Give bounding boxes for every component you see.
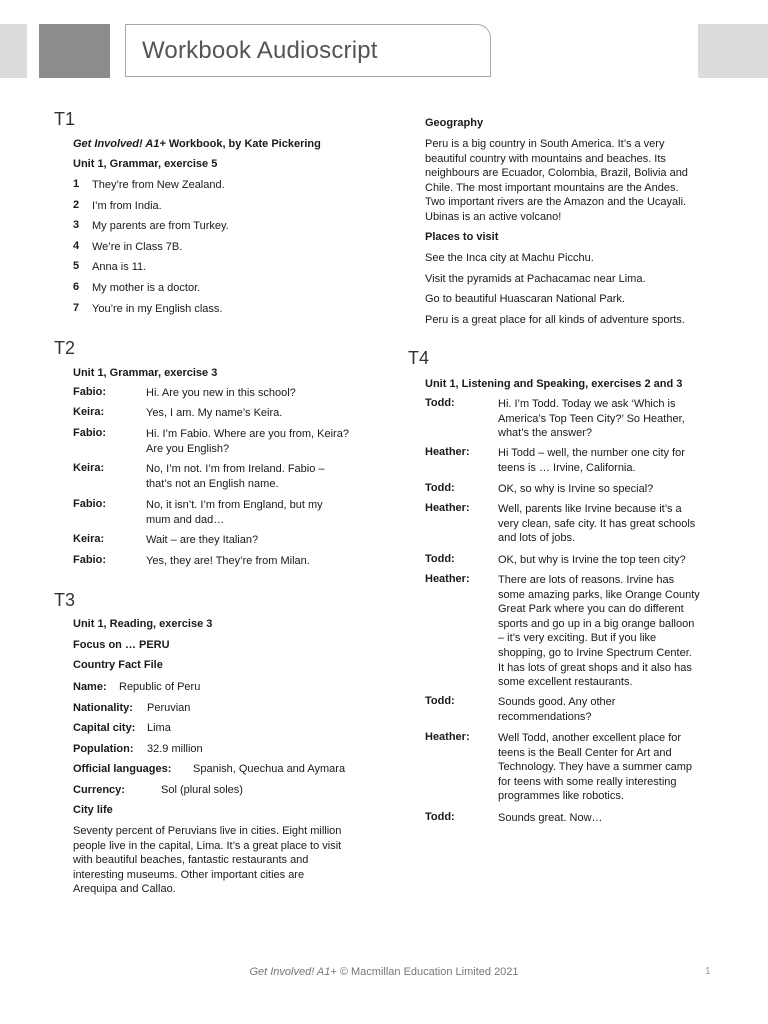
t4-subheading: Unit 1, Listening and Speaking, exercises 2 and 3	[425, 378, 683, 390]
t2-speaker: Fabio:	[73, 386, 106, 398]
t2-speaker: Fabio:	[73, 427, 106, 439]
t4-speaker: Todd:	[425, 695, 455, 707]
t3-fact-label: Nationality:	[73, 701, 133, 714]
t2-speech-line: Yes, I am. My name’s Keira.	[146, 407, 283, 419]
t3-places-heading: Places to visit	[425, 231, 499, 243]
t3-place-item: Peru is a great place for all kinds of adventure sports.	[425, 313, 685, 326]
t4-speech-line: what’s the answer?	[498, 427, 592, 440]
t2-speech-line: No, I’m not. I’m from Ireland. Fabio –	[146, 463, 325, 475]
header-tab-left	[0, 24, 27, 78]
t4-speaker: Todd:	[425, 397, 455, 409]
t4-speaker: Todd:	[425, 482, 455, 494]
t3-fact-label: Name:	[73, 681, 107, 693]
t3-fact-label: Official languages:	[73, 763, 172, 776]
t1-item-text: My mother is a doctor.	[92, 282, 201, 294]
t4-speech-line: There are lots of reasons. Irvine has	[498, 574, 675, 586]
t3-fact-value: Peruvian	[147, 701, 191, 714]
t2-speaker: Fabio:	[73, 498, 106, 510]
t3-city-life-line: interesting museums. Other important cities are	[73, 868, 305, 881]
t4-speech-line: shopping, go to Irvine Spectrum Center.	[498, 647, 692, 659]
t4-speaker: Heather:	[425, 573, 470, 585]
t4-speech-line: some amazing parks, like Orange County	[498, 588, 700, 601]
footer-copyright: © Macmillan Education Limited 2021	[336, 966, 519, 978]
t3-city-life-line: with beautiful beaches, fantastic restaurants and	[73, 854, 309, 867]
t2-speech-line: Yes, they are! They’re from Milan.	[146, 555, 310, 567]
section-label-t3: T3	[54, 590, 76, 610]
section-label-t4: T4	[408, 348, 430, 368]
t1-item-text: My parents are from Turkey.	[92, 220, 229, 233]
t4-speaker: Todd:	[425, 811, 455, 823]
t3-fact-value: Lima	[147, 722, 171, 735]
t4-speech-line: Well, parents like Irvine because it’s a	[498, 503, 682, 515]
header-tab-right	[698, 24, 768, 78]
t4-speech-line: some excellent restaurants.	[498, 676, 633, 689]
t1-item-number: 3	[73, 219, 80, 232]
t3-city-life-heading: City life	[73, 804, 113, 816]
t3-subheading: Unit 1, Reading, exercise 3	[73, 618, 213, 630]
t3-city-life-line: Seventy percent of Peruvians live in cities. Eight million	[73, 825, 342, 837]
title-box	[125, 24, 491, 77]
t4-speech-line: Sounds good. Any other	[498, 696, 616, 708]
book-title: Get Involved! A1+	[73, 138, 166, 150]
t2-speech-line: Hi. I’m Fabio. Where are you from, Keira?	[146, 428, 349, 440]
t4-speech-line: Hi. I’m Todd. Today we ask ‘Which is	[498, 398, 676, 410]
t2-speaker: Fabio:	[73, 554, 106, 566]
page-title: Workbook Audioscript	[142, 37, 378, 64]
t4-speech-line: and lots of jobs.	[498, 532, 576, 545]
t1-item-text: You’re in my English class.	[92, 302, 223, 315]
t2-speech-line: mum and dad…	[146, 513, 225, 526]
section-label-t2: T2	[54, 338, 76, 358]
t3-fact-label: Currency:	[73, 784, 125, 796]
t3-geography-line: Ubinas is an active volcano!	[425, 211, 562, 223]
t4-speech-line: recommendations?	[498, 710, 592, 723]
t4-speech-line: OK, but why is Irvine the top teen city?	[498, 554, 686, 566]
t3-geography-line: beautiful country with mountains and beaches. Its	[425, 152, 666, 165]
t2-speech-line: Hi. Are you new in this school?	[146, 387, 296, 399]
t1-item-number: 4	[73, 239, 80, 252]
t2-speaker: Keira:	[73, 462, 105, 474]
section-label-t1: T1	[54, 109, 76, 129]
t1-subheading: Unit 1, Grammar, exercise 5	[73, 158, 218, 170]
t3-fact-value: Republic of Peru	[119, 681, 201, 693]
t1-item-number: 5	[73, 260, 80, 273]
t3-place-item: See the Inca city at Machu Picchu.	[425, 252, 594, 264]
t4-speaker: Heather:	[425, 446, 470, 458]
book-author: Workbook, by Kate Pickering	[165, 138, 321, 150]
t4-speech-line: Well Todd, another excellent place for	[498, 732, 682, 744]
t4-speech-line: America’s Top Teen City?’ So Heather,	[498, 412, 685, 425]
t3-place-item: Visit the pyramids at Pachacamac near Lima.	[425, 272, 646, 285]
t2-speech-line: Are you English?	[146, 442, 230, 455]
t3-fact-value: 32.9 million	[147, 742, 203, 755]
t3-fact-value: Sol (plural soles)	[161, 784, 243, 796]
t3-fact-label: Capital city:	[73, 722, 136, 735]
t3-fact-file: Country Fact File	[73, 659, 163, 671]
t4-speaker: Heather:	[425, 502, 470, 514]
t4-speech-line: It has lots of great shops and it also has	[498, 661, 692, 674]
t2-subheading: Unit 1, Grammar, exercise 3	[73, 367, 218, 379]
t4-speech-line: – it’s very exciting. But if you like	[498, 632, 657, 645]
t4-speech-line: Technology. They have a summer camp	[498, 761, 693, 774]
t3-geography-line: neighbours are Ecuador, Colombia, Brazil, Bolivia and	[425, 167, 688, 180]
footer	[0, 966, 768, 978]
t3-geography-heading: Geography	[425, 117, 484, 129]
t2-speaker: Keira:	[73, 406, 105, 418]
t2-speech-line: Wait – are they Italian?	[146, 534, 259, 546]
t1-item-number: 7	[73, 301, 80, 314]
t3-place-item: Go to beautiful Huascaran National Park.	[425, 293, 625, 306]
t3-fact-value: Spanish, Quechua and Aymara	[193, 763, 346, 776]
t1-item-number: 2	[73, 198, 80, 211]
t4-speech-line: Great Park where you can do different	[498, 603, 684, 616]
t4-speech-line: OK, so why is Irvine so special?	[498, 483, 654, 495]
t3-focus: Focus on … PERU	[73, 639, 170, 651]
book-title-line	[73, 137, 321, 152]
t4-speech-line: Sounds great. Now…	[498, 812, 603, 824]
t4-speaker: Heather:	[425, 731, 470, 743]
t1-item-number: 1	[73, 178, 80, 190]
t1-item-number: 6	[73, 281, 80, 293]
t4-speech-line: sports and go up in a big orange balloon	[498, 617, 695, 630]
t1-item-text: Anna is 11.	[92, 261, 147, 274]
t4-speech-line: Hi Todd – well, the number one city for	[498, 447, 685, 459]
t4-speech-line: teens is … Irvine, California.	[498, 461, 636, 474]
t1-item-text: I’m from India.	[92, 199, 162, 212]
footer-book-title: Get Involved! A1+	[249, 966, 337, 978]
t3-fact-label: Population:	[73, 742, 134, 755]
t2-speaker: Keira:	[73, 533, 105, 545]
t4-speech-line: programmes like robotics.	[498, 790, 624, 803]
t2-speech-line: No, it isn’t. I’m from England, but my	[146, 499, 323, 511]
t4-speaker: Todd:	[425, 553, 455, 565]
t4-speech-line: for teens with some really interesting	[498, 775, 677, 788]
t2-speech-line: that’s not an English name.	[146, 477, 279, 490]
t4-speech-line: very clean, safe city. It has great schools	[498, 517, 696, 530]
t3-city-life-line: Arequipa and Callao.	[73, 883, 176, 896]
t1-item-text: We’re in Class 7B.	[92, 240, 183, 253]
header-tab-dark	[39, 24, 110, 78]
t3-geography-line: Two important rivers are the Amazon and the Ucayali.	[425, 196, 687, 209]
t3-city-life-line: people live in the capital, Lima. It’s a great place to visit	[73, 839, 342, 852]
t3-geography-line: Peru is a big country in South America. It’s a very	[425, 138, 665, 150]
t4-speech-line: teens is the Beall Center for Art and	[498, 746, 672, 759]
t3-geography-line: Chile. The most important mountains are the Andes.	[425, 181, 679, 194]
t1-item-text: They’re from New Zealand.	[92, 179, 225, 191]
page-number: 1	[705, 966, 711, 977]
